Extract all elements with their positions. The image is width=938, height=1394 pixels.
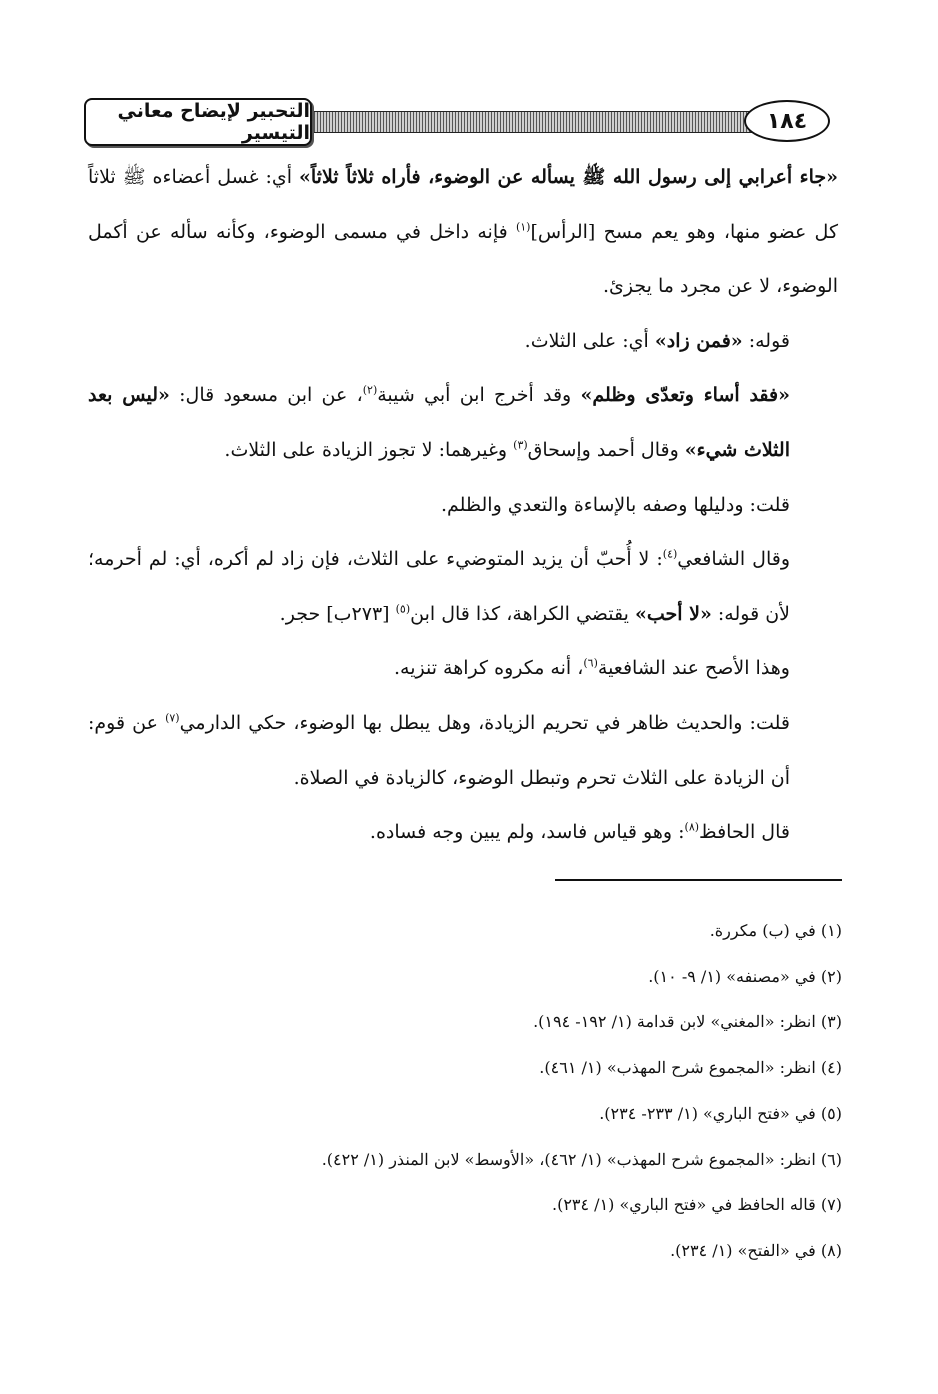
paragraph-7: قلت: والحديث ظاهر في تحريم الزيادة، وهل يبطل بها الوضوء، حكي الدارمي$^{(٧)}$ عن قوم: أن الزيادة على الثلاث تحرم وتبطل الوضوء، كالزيادة في الصلاة. xyxy=(88,711,790,789)
footnote-3: (٣) انظر: «المغني» لابن قدامة (١/ ١٩٢- ١٩٤). xyxy=(533,1012,842,1032)
quote-ibn-masud: «ليس بعد الثلاث شيء» xyxy=(88,384,790,461)
footnote-6: (٦) انظر: «المجموع شرح المهذب» (١/ ٤٦٢)، «الأوسط» لابن المنذر (١/ ٤٢٢). xyxy=(321,1149,842,1169)
footnote-5: (٥) في «فتح الباري» (١/ ٢٣٣- ٢٣٤). xyxy=(599,1103,842,1123)
paragraph-8: قال الحافظ$^{(٨)}$: وهو قياس فاسد، ولم يبين وجه فساده. xyxy=(369,820,790,844)
paragraph-5: وقال الشافعي$^{(٤)}$: لا أُحبّ أن يزيد المتوضيء على الثلاث، فإن زاد لم أكره، أي: لم أحرمه؛ لأن قوله: «لا أحب» يقتضي الكراهة، كذا قال ابن$^{(٥)}$ [٢٧٣ب] حجر. xyxy=(88,547,790,625)
running-title xyxy=(84,98,312,146)
paragraph-4: قلت: ودليلها وصفه بالإساءة والتعدي والظلم. xyxy=(440,493,790,516)
footnotes xyxy=(142,908,842,1274)
page-number-badge xyxy=(744,100,830,142)
paragraph-1: «جاء أعرابي إلى رسول الله ﷺ يسأله عن الوضوء، فأراه ثلاثاً ثلاثاً» أي: غسل أعضاءه ﷺ ثلاثاً كل عضو منها، وهو يعم مسح [الرأس]$^{(١)}$ فإنه داخل في مسمى الوضوء، وكأنه سأله عن أكمل الوضوء، لا عن مجرد ما يجزئ. xyxy=(88,166,838,298)
header-ornament-bar xyxy=(314,111,756,133)
footnote-separator xyxy=(555,879,842,881)
quote-la-uhibb: «لا أحب» xyxy=(634,602,712,625)
footnote-ref-2: (٢) xyxy=(362,384,378,398)
hadith-quote: «فقد أساء وتعدّى وظلم» xyxy=(580,384,790,407)
footnote-7: (٧) قاله الحافظ في «فتح الباري» (١/ ٢٣٤). xyxy=(551,1195,842,1215)
hadith-quote: «فمن زاد» xyxy=(654,329,743,352)
footnote-ref-5: (٥) xyxy=(395,602,411,616)
book-title: التحبير لإيضاح معاني التيسير xyxy=(117,100,310,144)
hadith-quote: «جاء أعرابي إلى رسول الله ﷺ يسأله عن الوضوء، فأراه ثلاثاً ثلاثاً» xyxy=(299,166,838,188)
footnote-ref-1: (١) xyxy=(515,220,531,234)
main-text xyxy=(88,150,838,860)
footnote-ref-8: (٨) xyxy=(684,820,700,834)
paragraph-6: وهذا الأصح عند الشافعية$^{(٦)}$، أنه مكروه كراهة تنزيه. xyxy=(394,657,790,680)
paragraph-3: «فقد أساء وتعدّى وظلم» وقد أخرج ابن أبي شيبة$^{(٢)}$، عن ابن مسعود قال: «ليس بعد الثلاث شيء» وقال أحمد وإسحاق$^{(٣)}$ وغيرهما: لا تجوز الزيادة على الثلاث. xyxy=(88,384,790,461)
footnote-ref-3: (٣) xyxy=(513,438,528,452)
footnote-ref-6: (٦) xyxy=(583,657,598,671)
page-header xyxy=(84,98,844,148)
footnote-4: (٤) انظر: «المجموع شرح المهذب» (١/ ٤٦١). xyxy=(539,1058,842,1078)
paragraph-2: قوله: «فمن زاد» أي: على الثلاث. xyxy=(524,329,790,352)
footnote-2: (٢) في «مصنفه» (١/ ٩- ١٠). xyxy=(648,966,842,986)
footnote-8: (٨) في «الفتح» (١/ ٢٣٤). xyxy=(670,1240,842,1260)
page-number: ١٨٤ xyxy=(766,108,808,134)
footnote-ref-4: (٤) xyxy=(662,547,678,561)
footnote-ref-7: (٧) xyxy=(165,711,180,725)
footnote-1: (١) في (ب) مكررة. xyxy=(709,921,842,940)
